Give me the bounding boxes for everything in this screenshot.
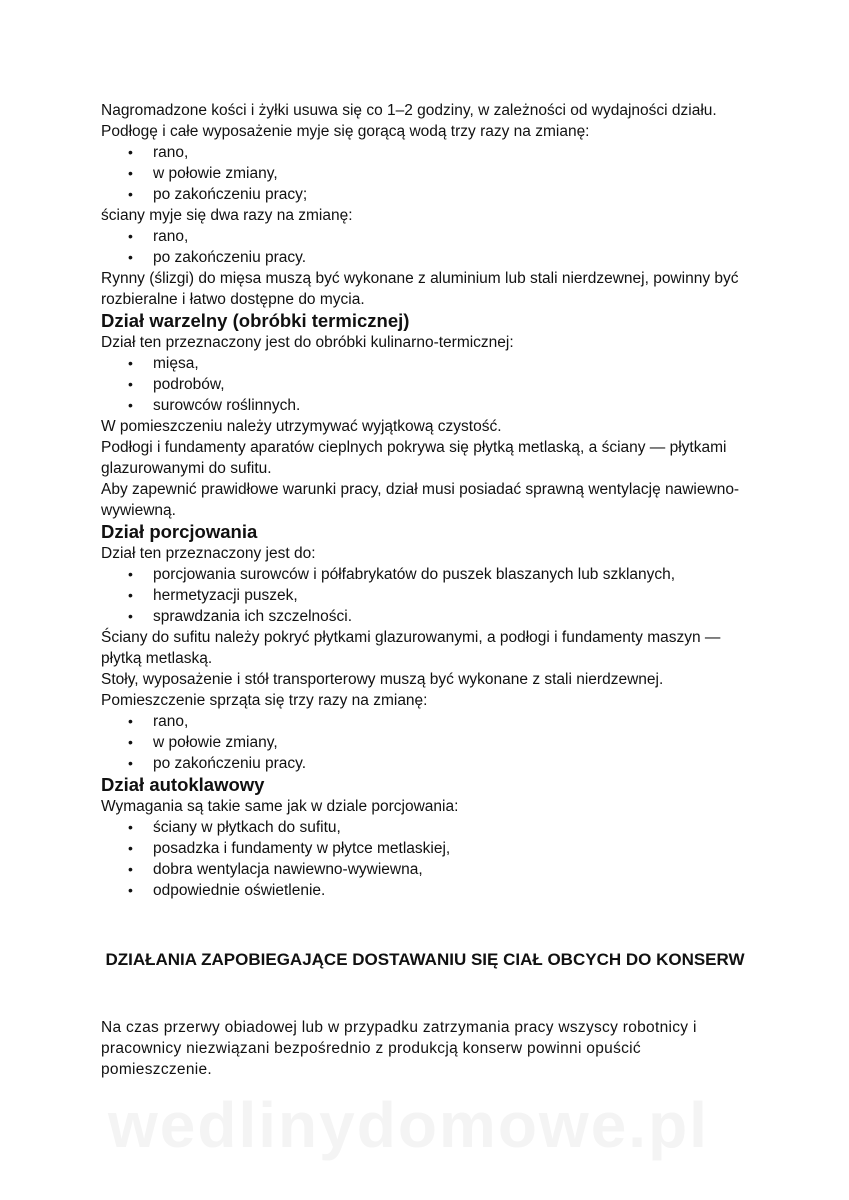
paragraph-cleaning: Pomieszczenie sprząta się trzy razy na zmianę:	[101, 692, 428, 709]
list-item: • sprawdzania ich szczelności.	[153, 606, 761, 627]
list-item: • hermetyzacji puszek,	[153, 585, 761, 606]
list-item: • rano,	[153, 226, 761, 247]
list-item: • dobra wentylacja nawiewno-wywiewna,	[153, 859, 761, 880]
paragraph-autoklawowy-requirements: Wymagania są takie same jak w dziale porcjowania:	[101, 798, 459, 815]
list-item: • po zakończeniu pracy.	[153, 753, 761, 774]
watermark-logo: wedlinydomowe.pl	[108, 1089, 709, 1161]
list-item: • surowców roślinnych.	[153, 395, 761, 416]
list-item: • posadzka i fundamenty w płytce metlaskiej,	[153, 838, 761, 859]
list-item: • ściany w płytkach do sufitu,	[153, 817, 761, 838]
list-item: • podrobów,	[153, 374, 761, 395]
heading-warzelny: Dział warzelny (obróbki termicznej)	[101, 310, 410, 331]
paragraph-tables: Stoły, wyposażenie i stół transporterowy muszą być wykonane z stali nierdzewnej.	[101, 671, 664, 688]
porcjowania-list	[101, 564, 761, 627]
paragraph-porcjowania-purpose: Dział ten przeznaczony jest do:	[101, 545, 316, 562]
autoklawowy-list	[101, 817, 761, 901]
list-item: • w połowie zmiany,	[153, 163, 761, 184]
list-item: • odpowiednie oświetlenie.	[153, 880, 761, 901]
list-item: • po zakończeniu pracy.	[153, 247, 761, 268]
paragraph-floor-washing: Podłogę i całe wyposażenie myje się gorącą wodą trzy razy na zmianę:	[101, 123, 590, 140]
paragraph-ventilation: Aby zapewnić prawidłowe warunki pracy, dział musi posiadać sprawną wentylację nawiewno-wywiewną.	[101, 481, 740, 519]
paragraph-chutes: Rynny (ślizgi) do mięsa muszą być wykonane z aluminium lub stali nierdzewnej, powinny być rozbieralne i łatwo dostępne do mycia.	[101, 270, 739, 308]
paragraph-warzelny-purpose: Dział ten przeznaczony jest do obróbki kulinarno-termicznej:	[101, 334, 514, 351]
list-item: • rano,	[153, 711, 761, 732]
list-item: • po zakończeniu pracy;	[153, 184, 761, 205]
list-item: • rano,	[153, 142, 761, 163]
paragraph-tiles: Podłogi i fundamenty aparatów cieplnych pokrywa się płytką metlaską, a ściany — płytkami glazurowanymi do sufitu.	[101, 439, 727, 477]
document-body	[101, 100, 761, 901]
paragraph-walls: Ściany do sufitu należy pokryć płytkami glazurowanymi, a podłogi i fundamenty maszyn — płytką metlaską.	[101, 629, 721, 667]
heading-autoklawowy: Dział autoklawowy	[101, 774, 265, 795]
paragraph-bones: Nagromadzone kości i żyłki usuwa się co 1–2 godziny, w zależności od wydajności działu.	[101, 102, 717, 119]
paragraph-cleanliness: W pomieszczeniu należy utrzymywać wyjątkową czystość.	[101, 418, 502, 435]
section-title: DZIAŁANIA ZAPOBIEGAJĄCE DOSTAWANIU SIĘ CIAŁ OBCYCH DO KONSERW	[105, 950, 745, 969]
floor-washing-list	[101, 142, 761, 205]
wall-washing-list	[101, 226, 761, 268]
cleaning-list	[101, 711, 761, 774]
paragraph-wall-washing: ściany myje się dwa razy na zmianę:	[101, 207, 353, 224]
heading-porcjowania: Dział porcjowania	[101, 521, 258, 542]
list-item: • porcjowania surowców i półfabrykatów do puszek blaszanych lub szklanych,	[153, 564, 761, 585]
list-item: • w połowie zmiany,	[153, 732, 761, 753]
section-paragraph: Na czas przerwy obiadowej lub w przypadku zatrzymania pracy wszyscy robotnicy i pracownicy niezwiązani bezpośrednio z produkcją konserw powinni opuścić pomieszczenie.	[101, 1019, 697, 1078]
warzelny-list	[101, 353, 761, 416]
list-item: • mięsa,	[153, 353, 761, 374]
